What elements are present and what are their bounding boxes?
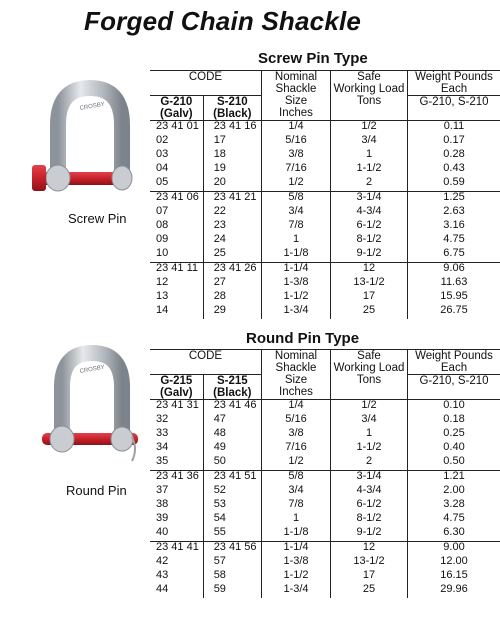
code-black-cell: 54 <box>203 513 261 527</box>
weight-cell: 4.75 <box>443 512 465 525</box>
weight-subheader: G-210, S-210 <box>408 96 500 121</box>
weight-cell: 0.11 <box>408 121 500 136</box>
weight-cell: 0.10 <box>408 400 500 415</box>
code-galv-cell: 34 <box>150 442 203 456</box>
table-row <box>150 485 500 499</box>
code-black-cell: 23 41 51 <box>203 471 261 486</box>
code-black-cell: 23 41 16 <box>203 121 261 136</box>
screw-pin-caption: Screw Pin <box>68 211 127 226</box>
load-cell: 6-1/2 <box>331 220 408 234</box>
weight-cell: 26.75 <box>440 304 468 317</box>
col-b-header: S-215 (Black) <box>203 375 261 400</box>
code-black-cell: 18 <box>203 149 261 163</box>
code-galv-cell: 05 <box>150 177 203 192</box>
size-cell: 7/16 <box>262 442 331 456</box>
weight-cell: 9.06 <box>408 263 500 278</box>
weight-cell: 2.63 <box>443 205 465 218</box>
table-row <box>150 400 500 415</box>
svg-text:CROSBY: CROSBY <box>79 101 106 112</box>
code-galv-cell: 37 <box>150 485 203 499</box>
size-cell: 1 <box>262 513 331 527</box>
code-galv-cell: 42 <box>150 556 203 570</box>
weight-cell: 4.75 <box>443 233 465 246</box>
code-black-cell: 28 <box>203 291 261 305</box>
table-row <box>150 277 500 291</box>
size-cell: 1-1/4 <box>262 263 331 278</box>
load-cell: 3-1/4 <box>331 471 408 486</box>
table-row <box>150 471 500 486</box>
table-row <box>150 513 500 527</box>
code-galv-cell: 39 <box>150 513 203 527</box>
load-cell: 17 <box>331 291 408 305</box>
code-galv-cell: 43 <box>150 570 203 584</box>
table-row <box>150 248 500 263</box>
svg-text:CROSBY: CROSBY <box>79 364 106 375</box>
size-cell: 1-3/4 <box>262 305 331 319</box>
load-cell: 25 <box>331 584 408 598</box>
load-cell: 13-1/2 <box>331 556 408 570</box>
code-black-cell: 27 <box>203 277 261 291</box>
code-galv-cell: 40 <box>150 527 203 542</box>
code-black-cell: 23 41 21 <box>203 192 261 207</box>
size-cell: 1/4 <box>262 121 331 136</box>
code-black-cell: 23 41 26 <box>203 263 261 278</box>
weight-cell: 2.00 <box>443 484 465 497</box>
load-cell: 1 <box>331 428 408 442</box>
weight-cell: 9.00 <box>408 542 500 557</box>
load-cell: 3/4 <box>331 414 408 428</box>
weight-cell: 3.16 <box>443 219 465 232</box>
size-cell: 5/16 <box>262 414 331 428</box>
size-cell: 1-1/2 <box>262 570 331 584</box>
col-a-header: G-210 (Galv) <box>150 96 203 121</box>
code-galv-cell: 23 41 01 <box>150 121 203 136</box>
load-cell: 2 <box>331 456 408 471</box>
code-black-cell: 29 <box>203 305 261 319</box>
weight-cell: 0.43 <box>443 162 465 175</box>
code-black-cell: 23 <box>203 220 261 234</box>
load-cell: 13-1/2 <box>331 277 408 291</box>
load-cell: 9-1/2 <box>331 248 408 263</box>
table-row <box>150 192 500 207</box>
code-black-cell: 22 <box>203 206 261 220</box>
size-cell: 5/16 <box>262 135 331 149</box>
code-black-cell: 48 <box>203 428 261 442</box>
weight-cell: 0.59 <box>443 176 465 189</box>
code-galv-cell: 23 41 31 <box>150 400 203 415</box>
weight-cell: 0.40 <box>443 441 465 454</box>
table-row <box>150 542 500 557</box>
load-cell: 6-1/2 <box>331 499 408 513</box>
screw-pin-section-title: Screw Pin Type <box>258 50 368 67</box>
table-row <box>150 456 500 471</box>
code-black-cell: 49 <box>203 442 261 456</box>
code-black-cell: 19 <box>203 163 261 177</box>
load-cell: 1 <box>331 149 408 163</box>
weight-cell: 0.17 <box>443 134 465 147</box>
col-a-header: G-215 (Galv) <box>150 375 203 400</box>
weight-header: Weight Pounds Each <box>408 350 500 375</box>
code-galv-cell: 09 <box>150 234 203 248</box>
page-title: Forged Chain Shackle <box>84 6 362 36</box>
size-cell: 1-3/4 <box>262 584 331 598</box>
weight-header: Weight Pounds Each <box>408 71 500 96</box>
size-cell: 1-1/8 <box>262 527 331 542</box>
code-black-cell: 59 <box>203 584 261 598</box>
size-cell: 5/8 <box>262 471 331 486</box>
size-cell: 3/8 <box>262 149 331 163</box>
load-cell: 12 <box>331 263 408 278</box>
col-b-header: S-210 (Black) <box>203 96 261 121</box>
code-black-cell: 24 <box>203 234 261 248</box>
weight-cell: 3.28 <box>443 498 465 511</box>
load-header: Safe Working Load Tons <box>331 71 408 121</box>
code-black-cell: 50 <box>203 456 261 471</box>
size-cell: 3/8 <box>262 428 331 442</box>
code-black-cell: 58 <box>203 570 261 584</box>
table-row <box>150 291 500 305</box>
size-cell: 7/8 <box>262 499 331 513</box>
code-header: CODE <box>150 350 262 375</box>
table-row <box>150 177 500 192</box>
table-row <box>150 527 500 542</box>
weight-cell: 0.28 <box>443 148 465 161</box>
size-cell: 1-1/8 <box>262 248 331 263</box>
weight-cell: 16.15 <box>440 569 468 582</box>
code-galv-cell: 12 <box>150 277 203 291</box>
code-black-cell: 55 <box>203 527 261 542</box>
size-cell: 1 <box>262 234 331 248</box>
weight-cell: 1.21 <box>408 471 500 486</box>
table-row <box>150 149 500 163</box>
table-row <box>150 570 500 584</box>
table-row <box>150 234 500 248</box>
size-cell: 1-3/8 <box>262 556 331 570</box>
weight-cell: 1.25 <box>408 192 500 207</box>
screw-pin-table <box>150 70 500 319</box>
load-cell: 8-1/2 <box>331 234 408 248</box>
code-black-cell: 47 <box>203 414 261 428</box>
code-galv-cell: 44 <box>150 584 203 598</box>
load-cell: 1/2 <box>331 400 408 415</box>
table-row <box>150 121 500 136</box>
code-galv-cell: 14 <box>150 305 203 319</box>
code-galv-cell: 23 41 06 <box>150 192 203 207</box>
table-row <box>150 428 500 442</box>
code-galv-cell: 23 41 41 <box>150 542 203 557</box>
load-cell: 3-1/4 <box>331 192 408 207</box>
load-cell: 25 <box>331 305 408 319</box>
code-galv-cell: 32 <box>150 414 203 428</box>
code-black-cell: 17 <box>203 135 261 149</box>
round-pin-shackle-image <box>34 345 144 480</box>
table-row <box>150 163 500 177</box>
size-header: Nominal Shackle Size Inches <box>262 71 331 121</box>
code-header: CODE <box>150 71 262 96</box>
code-black-cell: 57 <box>203 556 261 570</box>
size-cell: 3/4 <box>262 485 331 499</box>
load-cell: 1-1/2 <box>331 442 408 456</box>
load-cell: 3/4 <box>331 135 408 149</box>
table-row <box>150 263 500 278</box>
code-black-cell: 53 <box>203 499 261 513</box>
load-header: Safe Working Load Tons <box>331 350 408 400</box>
table-row <box>150 220 500 234</box>
code-galv-cell: 04 <box>150 163 203 177</box>
load-cell: 4-3/4 <box>331 206 408 220</box>
table-row <box>150 499 500 513</box>
size-cell: 1/4 <box>262 400 331 415</box>
table-row <box>150 305 500 319</box>
code-galv-cell: 03 <box>150 149 203 163</box>
size-cell: 1-1/4 <box>262 542 331 557</box>
code-galv-cell: 38 <box>150 499 203 513</box>
code-galv-cell: 35 <box>150 456 203 471</box>
size-cell: 7/16 <box>262 163 331 177</box>
code-galv-cell: 33 <box>150 428 203 442</box>
weight-cell: 0.50 <box>443 455 465 468</box>
weight-cell: 6.75 <box>443 247 465 260</box>
load-cell: 1-1/2 <box>331 163 408 177</box>
size-cell: 1-1/2 <box>262 291 331 305</box>
weight-cell: 6.30 <box>443 526 465 539</box>
table-row <box>150 206 500 220</box>
weight-cell: 15.95 <box>440 290 468 303</box>
round-pin-section-title: Round Pin Type <box>246 330 360 347</box>
load-cell: 1/2 <box>331 121 408 136</box>
size-cell: 1/2 <box>262 456 331 471</box>
load-cell: 17 <box>331 570 408 584</box>
code-galv-cell: 23 41 36 <box>150 471 203 486</box>
weight-cell: 29.96 <box>440 583 468 596</box>
load-cell: 9-1/2 <box>331 527 408 542</box>
code-black-cell: 23 41 46 <box>203 400 261 415</box>
table-row <box>150 135 500 149</box>
load-cell: 2 <box>331 177 408 192</box>
weight-cell: 0.18 <box>443 413 465 426</box>
code-galv-cell: 02 <box>150 135 203 149</box>
code-galv-cell: 07 <box>150 206 203 220</box>
weight-cell: 0.25 <box>443 427 465 440</box>
size-cell: 3/4 <box>262 206 331 220</box>
round-pin-caption: Round Pin <box>66 483 127 498</box>
table-row <box>150 556 500 570</box>
table-row <box>150 442 500 456</box>
code-galv-cell: 13 <box>150 291 203 305</box>
code-galv-cell: 23 41 11 <box>150 263 203 278</box>
size-cell: 1-3/8 <box>262 277 331 291</box>
size-cell: 1/2 <box>262 177 331 192</box>
weight-cell: 11.63 <box>440 276 468 289</box>
table-row <box>150 414 500 428</box>
size-cell: 7/8 <box>262 220 331 234</box>
weight-subheader: G-210, S-210 <box>408 375 500 400</box>
size-cell: 5/8 <box>262 192 331 207</box>
code-black-cell: 52 <box>203 485 261 499</box>
code-galv-cell: 10 <box>150 248 203 263</box>
size-header: Nominal Shackle Size Inches <box>262 350 331 400</box>
code-black-cell: 25 <box>203 248 261 263</box>
code-black-cell: 23 41 56 <box>203 542 261 557</box>
load-cell: 8-1/2 <box>331 513 408 527</box>
code-black-cell: 20 <box>203 177 261 192</box>
load-cell: 12 <box>331 542 408 557</box>
weight-cell: 12.00 <box>440 555 468 568</box>
load-cell: 4-3/4 <box>331 485 408 499</box>
code-galv-cell: 08 <box>150 220 203 234</box>
round-pin-table <box>150 349 500 598</box>
screw-pin-shackle-image <box>28 80 138 215</box>
table-row <box>150 584 500 598</box>
